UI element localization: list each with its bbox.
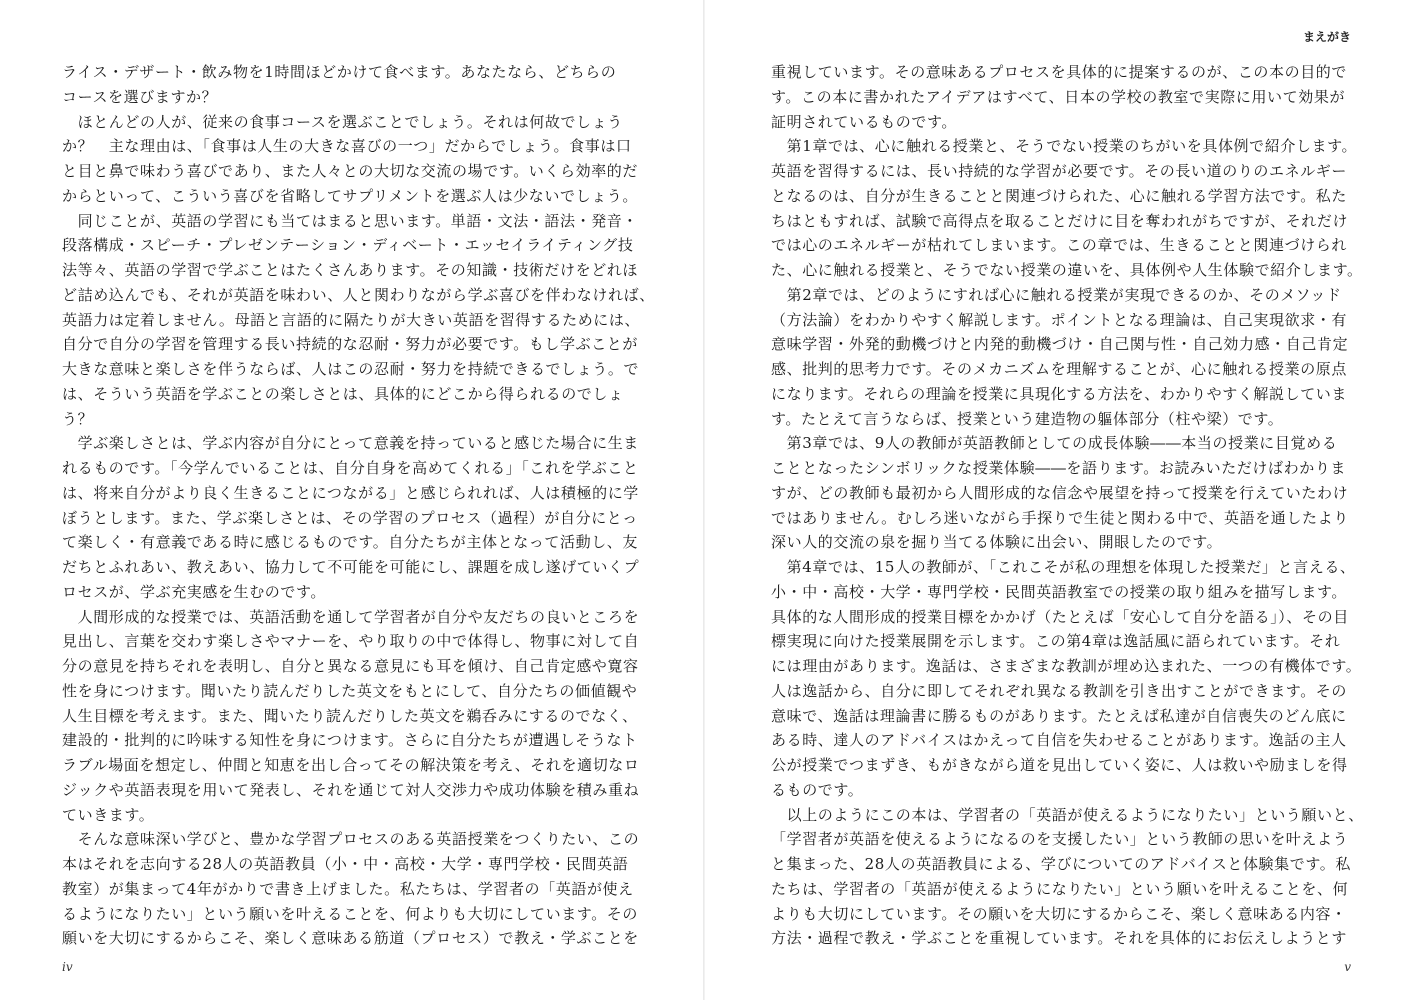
text-line: 教室）が集まって4年がかりで書き上げました。私たちは、学習者の「英語が使え [62, 879, 634, 898]
right-page-text [771, 60, 1364, 951]
text-line: 標実現に向けた授業展開を示します。この第4章は逸話風に語られています。それ [771, 632, 1341, 651]
text-line: 英語を習得するには、長い持続的な学習が必要です。その長い道のりのエネルギー [771, 162, 1348, 180]
text-line: 性を身につけます。聞いたり読んだりした英文をもとにして、自分たちの価値観や [62, 681, 638, 700]
text-line: るものです。 [771, 780, 864, 799]
left-page-number: iv [62, 960, 73, 974]
text-line: ラブル場面を想定し、仲間と知恵を出し合ってその解決策を考え、それを適切なロ [62, 756, 640, 774]
text-line: 「学習者が英語を使えるようになるのを支援したい」という教師の思いを叶えよう [771, 830, 1349, 849]
text-line: 重視しています。その意味あるプロセスを具体的に提案するのが、この本の目的で [771, 63, 1348, 81]
text-line: ある時、達人のアドバイスはかえって自信を失わせることがあります。逸話の主人 [771, 731, 1347, 750]
text-line: よりも大切にしています。その願いを大切にするからこそ、楽しく意味ある内容・ [771, 904, 1347, 923]
text-line: 人間形成的な授業では、英語活動を通して学習者が自分や友だちの良いところを [62, 607, 640, 626]
text-line: 分の意見を持ちそれを表明し、自分と異なる意見にも耳を傾け、自己肯定感や寛容 [62, 657, 639, 675]
text-line: ジックや英語表現を用いて発表し、それを通じて対人交渉力や成功体験を積み重ね [62, 780, 640, 799]
text-line: 学ぶ楽しさとは、学ぶ内容が自分にとって意義を持っていると感じた場合に生ま [62, 434, 639, 453]
text-line: ライス・デザート・飲み物を1時間ほどかけて食べます。あなたなら、どちらの [62, 63, 617, 81]
text-line: コースを選びますか？ [62, 87, 218, 106]
text-line: 願いを大切にするからこそ、楽しく意味ある筋道（プロセス）で教え・学ぶことを [62, 929, 639, 948]
left-page-text [62, 60, 655, 951]
text-line: 同じことが、英語の学習にも当てはまると思います。単語・文法・語法・発音・ [62, 211, 639, 230]
text-line: 建設的・批判的に吟味する知性を身につけます。さらに自分たちが遭遇しそうなト [62, 731, 638, 750]
text-line: 深い人的交流の泉を掘り当てる体験に出会い、開眼したのです。 [771, 533, 1223, 552]
text-line: 人生目標を考えます。また、聞いたり読んだりした英文を鵜呑みにするのでなく、 [62, 706, 638, 725]
text-line: ど詰め込んでも、それが英語を味わい、人と関わりながら学ぶ喜びを伴わなければ、 [62, 285, 655, 304]
text-line: と目と鼻で味わう喜びであり、また人々との大切な交流の場です。いくら効率的だ [62, 162, 639, 180]
text-line: れるものです。「今学んでいることは、自分自身を高めてくれる」「これを学ぶこと [62, 459, 639, 477]
text-line: すが、どの教師も最初から人間形成的な信念や展望を持って授業を行えていたわけ [771, 483, 1349, 502]
text-line: 本はそれを志向する28人の英語教員（小・中・高校・大学・専門学校・民間英語 [62, 855, 629, 873]
left-page [0, 0, 704, 1000]
right-page-number: v [1344, 960, 1351, 974]
text-line: ぼうとします。また、学ぶ楽しさとは、その学習のプロセス（過程）が自分にとっ [62, 508, 638, 527]
text-line: ではありません。むしろ迷いながら手探りで生徒と関わる中で、英語を通したより [771, 508, 1349, 527]
text-line: になります。それらの理論を授業に具現化する方法を、わかりやすく解説していま [771, 384, 1348, 403]
right-page [705, 0, 1409, 1000]
text-line: ほとんどの人が、従来の食事コースを選ぶことでしょう。それは何故でしょう [62, 112, 623, 131]
text-line: か？ 主な理由は、「食事は人生の大きな喜びの一つ」だからでしょう。食事は口 [62, 137, 632, 156]
text-line: す。たとえて言うならば、授業という建造物の軀体部分（柱や梁）です。 [771, 409, 1284, 428]
text-line: こととなったシンボリックな授業体験――を語ります。お読みいただけばわかりま [771, 459, 1347, 477]
text-line: ロセスが、学ぶ充実感を生むのです。 [62, 582, 327, 601]
text-line: す。この本に書かれたアイデアはすべて、日本の学校の教室で実際に用いて効果が [771, 87, 1346, 106]
text-line: 以上のようにこの本は、学習者の「英語が使えるようになりたい」という願いと、 [771, 805, 1364, 824]
text-line: そんな意味深い学びと、豊かな学習プロセスのある英語授業をつくりたい、この [62, 830, 640, 849]
text-line: と集まった、28人の英語教員による、学びについてのアドバイスと体験集です。私 [771, 855, 1351, 873]
text-line: 意味で、逸話は理論書に勝るものがあります。たとえば私達が自信喪失のどん底に [771, 706, 1347, 725]
text-line: は、そういう英語を学ぶことの楽しさとは、具体的にどこから得られるのでしょ [62, 384, 624, 403]
text-line: 段落構成・スピーチ・プレゼンテーション・ディベート・エッセイライティング技 [62, 236, 634, 255]
text-line: （方法論）をわかりやすく解説します。ポイントとなる理論は、自己実現欲求・有 [771, 310, 1348, 329]
text-line: う？ [62, 409, 94, 428]
text-line: 小・中・高校・大学・専門学校・民間英語教室での授業の取り組みを描写します。 [771, 582, 1348, 601]
text-line: ちはともすれば、試験で高得点を取ることだけに目を奪われがちですが、それだけ [771, 211, 1349, 230]
text-line: 英語力は定着しません。母語と言語的に隔たりが大きい英語を習得するためには、 [62, 310, 641, 329]
text-line: は、将来自分がより良く生きることにつながる」と感じられれば、人は積極的に学 [62, 483, 639, 502]
text-line: 意味学習・外発的動機づけと内発的動機づけ・自己関与性・自己効力感・自己肯定 [771, 335, 1349, 354]
text-line: た、心に触れる授業と、そうでない授業の違いを、具体例や人生体験で紹介します。 [771, 261, 1363, 279]
text-line: 具体的な人間形成的授業目標をかかげ（たとえば「安心して自分を語る」）、その目 [771, 607, 1349, 626]
text-line: 第3章では、9人の教師が英語教師としての成長体験――本当の授業に目覚める [771, 434, 1338, 453]
text-line: ていきます。 [62, 805, 155, 824]
text-line: 公が授業でつまずき、もがきながら道を見出していく姿に、人は救いや励ましを得 [771, 756, 1348, 774]
text-line: には理由があります。逸話は、さまざまな教訓が埋め込まれた、一つの有機体です。 [771, 657, 1362, 675]
text-line: からといって、こういう喜びを省略してサプリメントを選ぶ人は少ないでしょう。 [62, 186, 639, 205]
text-line: 法等々、英語の学習で学ぶことはたくさんあります。その知識・技術だけをどれほ [62, 261, 639, 279]
text-line: るようになりたい」という願いを叶えることを、何よりも大切にしています。その [62, 904, 639, 923]
text-line: となるのは、自分が生きることと関連づけられた、心に触れる学習方法です。私た [771, 186, 1348, 205]
text-line: 方法・過程で教え・学ぶことを重視しています。それを具体的にお伝えしようとす [771, 929, 1348, 948]
running-head: まえがき [1302, 30, 1351, 44]
text-line: 証明されているものです。 [771, 112, 958, 131]
text-line: 第2章では、どのようにすれば心に触れる授業が実現できるのか、そのメソッド [771, 285, 1342, 304]
text-line: 見出し、言葉を交わす楽しさやマナーを、やり取りの中で体得し、物事に対して自 [62, 632, 640, 651]
text-line: 大きな意味と楽しさを伴うならば、人はこの忍耐・努力を持続できるでしょう。で [62, 360, 640, 378]
text-line: だちとふれあい、教えあい、協力して不可能を可能にし、課題を成し遂げていくプ [62, 558, 640, 576]
text-line: では心のエネルギーが枯れてしまいます。この章では、生きることと関連づけられ [771, 236, 1348, 255]
text-line: 第4章では、15人の教師が、「これこそが私の理想を体現した授業だ」と言える、 [771, 558, 1356, 576]
text-line: 自分で自分の学習を管理する長い持続的な忍耐・努力が必要です。もし学ぶことが [62, 335, 639, 354]
text-line: て楽しく・有意義である時に感じるものです。自分たちが主体となって活動し、友 [62, 533, 639, 552]
text-line: 第1章では、心に触れる授業と、そうでない授業のちがいを具体例で紹介します。 [771, 137, 1358, 156]
text-line: たちは、学習者の「英語が使えるようになりたい」という願いを叶えることを、何 [771, 879, 1349, 898]
text-line: 感、批判的思考力です。そのメカニズムを理解することが、心に触れる授業の原点 [771, 360, 1348, 378]
text-line: 人は逸話から、自分に即してそれぞれ異なる教訓を引き出すことができます。その [771, 681, 1348, 700]
